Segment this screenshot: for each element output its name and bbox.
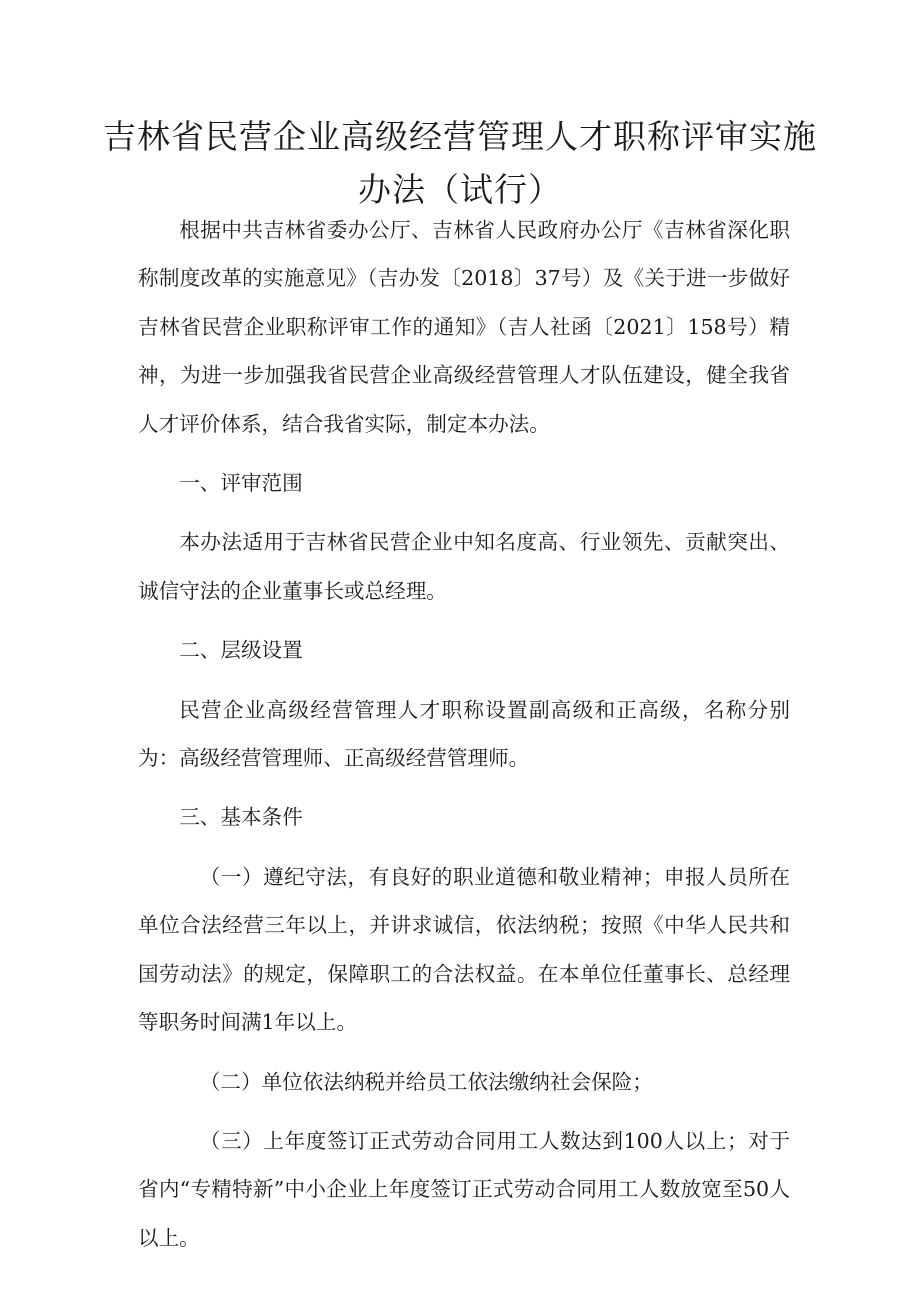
- document-body: [138, 206, 790, 1273]
- preamble-paragraph: 根据中共吉林省委办公厅、吉林省人民政府办公厅《吉林省深化职称制度改革的实施意见》（吉办发〔2018〕37号）及《关于进一步做好吉林省民营企业职称评审工作的通知》（吉人社函〔2021〕158号）精神，为进一步加强我省民营企业高级经营管理人才队伍建设，健全我省人才评价体系，结合我省实际，制定本办法。: [138, 218, 790, 436]
- document-title: 吉林省民营企业高级经营管理人才职称评审实施办法（试行）: [103, 117, 817, 209]
- section-heading-scope: 一、评审范围: [179, 471, 303, 496]
- condition-item-1: （一）遵纪守法，有良好的职业道德和敬业精神；申报人员所在单位合法经营三年以上，并讲求诚信，依法纳税；按照《中华人民共和国劳动法》的规定，保障职工的合法权益。在本单位任董事长、总经理等职务时间满1年以上。: [138, 864, 790, 1035]
- section-heading-conditions: 三、基本条件: [179, 805, 303, 830]
- condition-item-2: （二）单位依法纳税并给员工依法缴纳社会保险；: [199, 1069, 653, 1094]
- section-heading-levels: 二、层级设置: [179, 638, 303, 663]
- condition-item-3: （三）上年度签订正式劳动合同用工人数达到100人以上；对于省内“专精特新”中小企业上年度签订正式劳动合同用工人数放宽至50人以上。: [138, 1128, 790, 1250]
- scope-paragraph: 本办法适用于吉林省民营企业中知名度高、行业领先、贡献突出、诚信守法的企业董事长或总经理。: [138, 530, 790, 603]
- levels-paragraph: 民营企业高级经营管理人才职称设置副高级和正高级，名称分别为：高级经营管理师、正高级经营管理师。: [138, 697, 790, 771]
